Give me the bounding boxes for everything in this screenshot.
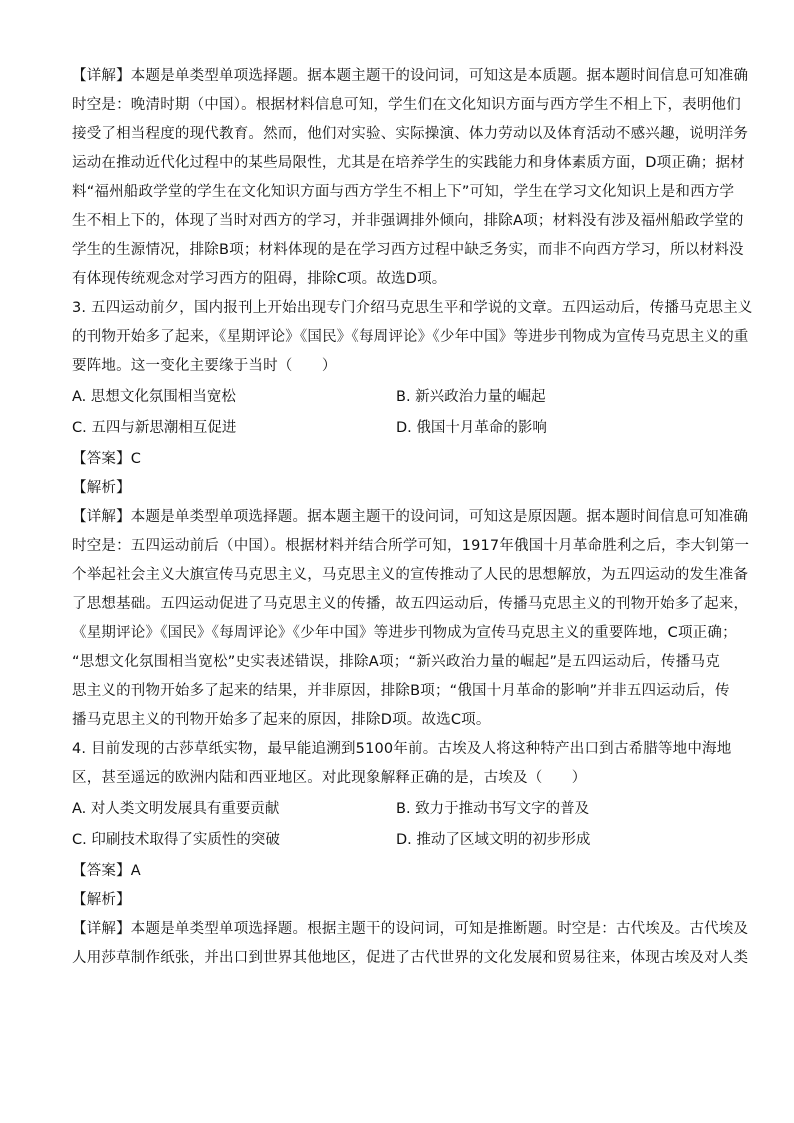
question-stem-line: 4. 目前发现的古莎草纸实物，最早能追溯到5100年前。古埃及人将这种特产出口到古希腊等地中海地	[72, 741, 732, 757]
analysis-label: 【解析】	[72, 892, 131, 908]
paragraph-line: 播马克思主义的刊物开始多了起来的原因，排除D项。故选C项。	[72, 712, 491, 728]
option-a: A. 对人类文明发展具有重要贡献	[72, 801, 280, 817]
answer-label: 【答案】A	[72, 863, 141, 879]
q4-explanation	[72, 915, 749, 973]
paragraph-line: 接受了相当程度的现代教育。然而，他们对实验、实际操演、体力劳动以及体育活动不感兴趣，说明洋务	[72, 126, 749, 142]
paragraph-line: 思主义的刊物开始多了起来的结果，并非原因，排除B项；“俄国十月革命的影响”并非五四运动后，传	[72, 683, 730, 699]
question-3	[72, 294, 753, 735]
paragraph-line: “思想文化氛围相当宽松”史实表述错误，排除A项；“新兴政治力量的崛起”是五四运动后，传播马克	[72, 654, 720, 670]
document-page	[72, 62, 753, 973]
paragraph-line: 【详解】本题是单类型单项选择题。据本题主题干的设问词，可知这是本质题。据本题时间信息可知准确	[72, 68, 749, 84]
options-row	[72, 826, 720, 855]
paragraph-line: 生不相上下的，体现了当时对西方的学习，并非强调排外倾向，排除A项；材料没有涉及福州船政学堂的	[72, 213, 744, 229]
option-b: B. 新兴政治力量的崛起	[396, 389, 546, 405]
q3-explanation	[72, 503, 750, 735]
option-d: D. 俄国十月革命的影响	[396, 420, 547, 436]
answer-label: 【答案】C	[72, 451, 142, 467]
question-stem-line: 区，甚至遥远的欧洲内陆和西亚地区。对此现象解释正确的是，古埃及（ ）	[72, 770, 587, 786]
q2-explanation	[72, 62, 749, 294]
paragraph-line: 人用莎草制作纸张，并出口到世界其他地区，促进了古代世界的文化发展和贸易往来，体现古埃及对人类	[72, 950, 749, 966]
paragraph-line: 【详解】本题是单类型单项选择题。据本题主题干的设问词，可知这是原因题。据本题时间信息可知准确	[72, 509, 749, 525]
paragraph-line: 《星期评论》《国民》《每周评论》《少年中国》等进步刊物成为宣传马克思主义的重要阵地，C项正确；	[72, 625, 737, 641]
options-row	[72, 383, 720, 412]
option-b: B. 致力于推动书写文字的普及	[396, 801, 590, 817]
options-row	[72, 414, 720, 443]
options-row	[72, 795, 720, 824]
analysis-label: 【解析】	[72, 480, 131, 496]
paragraph-line: 个举起社会主义大旗宣传马克思主义，马克思主义的宣传推动了人民的思想解放，为五四运动的发生准备	[72, 567, 749, 583]
paragraph-line: 时空是：晚清时期（中国）。根据材料信息可知，学生们在文化知识方面与西方学生不相上下，表明他们	[72, 97, 741, 113]
question-4	[72, 735, 749, 973]
option-d: D. 推动了区域文明的初步形成	[396, 832, 591, 848]
paragraph-line: 料“福州船政学堂的学生在文化知识方面与西方学生不相上下”可知，学生在学习文化知识上是和西方学	[72, 184, 735, 200]
paragraph-line: 【详解】本题是单类型单项选择题。根据主题干的设问词，可知是推断题。时空是：古代埃及。古代埃及	[72, 921, 749, 937]
option-a: A. 思想文化氛围相当宽松	[72, 389, 236, 405]
paragraph-line: 了思想基础。五四运动促进了马克思主义的传播，故五四运动后，传播马克思主义的刊物开始多了起来，	[72, 596, 749, 612]
paragraph-line: 运动在推动近代化过程中的某些局限性，尤其是在培养学生的实践能力和身体素质方面，D项正确；据材	[72, 155, 745, 171]
question-stem-line: 的刊物开始多了起来，《星期评论》《国民》《每周评论》《少年中国》等进步刊物成为宣传马克思主义的重	[72, 329, 749, 345]
paragraph-line: 时空是：五四运动前后（中国）。根据材料并结合所学可知，1917年俄国十月革命胜利之后，李大钊第一	[72, 538, 750, 554]
paragraph-line: 有体现传统观念对学习西方的阻碍，排除C项。故选D项。	[72, 271, 447, 287]
option-c: C. 五四与新思潮相互促进	[72, 420, 237, 436]
question-stem-line: 3. 五四运动前夕，国内报刊上开始出现专门介绍马克思生平和学说的文章。五四运动后，传播马克思主义	[72, 300, 753, 316]
question-stem-line: 要阵地。这一变化主要缘于当时（ ）	[72, 358, 337, 374]
paragraph-line: 学生的生源情况，排除B项；材料体现的是在学习西方过程中缺乏务实，而非不向西方学习，所以材料没	[72, 242, 744, 258]
option-c: C. 印刷技术取得了实质性的突破	[72, 832, 280, 848]
